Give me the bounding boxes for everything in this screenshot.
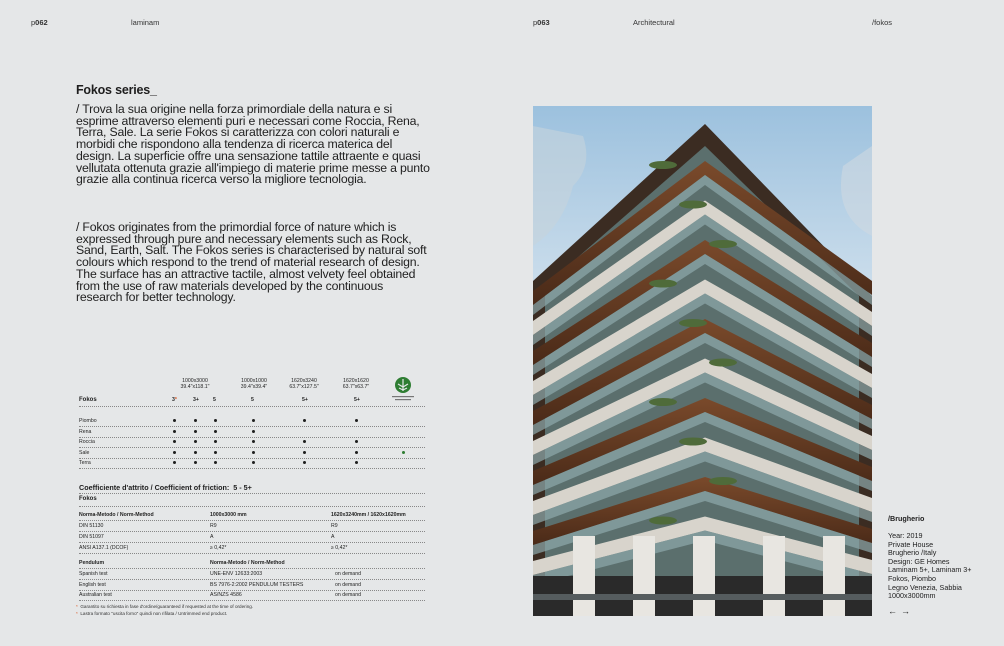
- divider: [79, 437, 425, 438]
- planter-greenery: [649, 398, 677, 406]
- pendulum-cell: Spanish test: [79, 571, 108, 577]
- friction-cell: DIN 51130: [79, 523, 104, 529]
- friction-cell: DIN 51097: [79, 534, 104, 540]
- availability-dot: [252, 419, 255, 422]
- pendulum-cell: on demand: [335, 592, 361, 598]
- divider: [79, 531, 425, 532]
- availability-dot: [214, 451, 217, 454]
- friction-cell: ANSI A137.1 (DCOF): [79, 545, 129, 551]
- availability-dot: [303, 451, 306, 454]
- divider: [79, 493, 425, 494]
- planter-greenery: [709, 477, 737, 485]
- table-row-label: Roccia: [79, 439, 95, 445]
- availability-dot: [173, 440, 176, 443]
- availability-dot: [194, 461, 197, 464]
- availability-dot: [355, 451, 358, 454]
- pendulum-cell: BS 7976-2:2002 PENDULUM TESTERS: [210, 581, 304, 588]
- paragraph-english: / Fokos originates from the primordial force of nature which is expressed through pure and necessary elements such as Rock, Sand, Earth, Salt. The Fokos series is characterised by natural soft colours which respond to the trend of material research of design. The surface has an attractive tactile, almost velvety feel obtained from the use of raw materials developed by the continuous research for better technology.: [76, 220, 427, 305]
- table-row-label: Piombo: [79, 418, 97, 424]
- thickness-label: 5+: [302, 397, 308, 403]
- planter-greenery: [679, 201, 707, 209]
- availability-dot: [214, 419, 217, 422]
- availability-dot: [355, 461, 358, 464]
- availability-dot: [252, 461, 255, 464]
- pendulum-cell: UNE-ENV 12633:2003: [210, 571, 263, 577]
- pendulum-col-header: Norma-Metodo / Norm-Method: [210, 560, 285, 566]
- footnote: * Lastra formato "uscita forno" quindi non rifilata / Untrimmed end product.: [76, 611, 228, 616]
- caption-line: Brugherio /Italy: [888, 548, 937, 558]
- thickness-label: 5: [213, 397, 216, 403]
- planter-greenery: [649, 161, 677, 169]
- pendulum-cell: Australian test: [79, 592, 112, 598]
- building-photo: [533, 106, 872, 616]
- divider: [79, 506, 425, 507]
- availability-dot: [402, 451, 405, 454]
- left-page-number: p062: [31, 18, 48, 27]
- caption-line: Fokos, Piombo: [888, 573, 936, 583]
- caption-line: 1000x3000mm: [888, 591, 936, 601]
- thickness-label: 5: [251, 397, 254, 403]
- friction-title: Coefficiente d'attrito / Coefficient of friction: 5 - 5+: [79, 483, 252, 492]
- right-page-number: p063: [533, 18, 550, 27]
- table-series-label: Fokos: [79, 397, 97, 403]
- size-header: 1000x1000 39.4"x39.4": [240, 378, 268, 390]
- caption-line: Laminam 5+, Laminam 3+: [888, 565, 972, 575]
- friction-col-header: 1620x3240mm / 1620x1620mm: [331, 512, 406, 518]
- availability-dot: [214, 461, 217, 464]
- divider: [79, 590, 425, 591]
- planter-greenery: [709, 359, 737, 367]
- availability-dot: [194, 419, 197, 422]
- availability-dot: [194, 451, 197, 454]
- friction-series: Fokos: [79, 496, 97, 502]
- size-header: 1000x3000 39.4"x118.1": [180, 378, 210, 390]
- planter-greenery: [649, 280, 677, 288]
- size-header: 1620x1620 63.7"x63.7": [342, 378, 370, 390]
- friction-col-header: 1000x3000 mm: [210, 512, 247, 518]
- paragraph-italian: / Trova la sua origine nella forza primordiale della natura e si esprime attraverso elementi puri e necessari come Roccia, Rena, Terra, Sale. La serie Fokos si caratterizza con colori naturali e morbidi che rispondono alla tendenza di ricerca materica del design. La superficie offre una sensazione tattile attraente e quasi vellutata ottenuta grazie all'impiego di materie prime messe a punto grazie alla continua ricerca verso la migliore tecnologia.: [76, 102, 430, 187]
- friction-cell: R9: [210, 523, 217, 529]
- right-section: Architectural: [633, 18, 675, 27]
- thickness-label: 3+: [193, 397, 199, 403]
- pendulum-col-header: Pendulum: [79, 560, 105, 566]
- left-brand: laminam: [131, 18, 160, 27]
- divider: [79, 447, 425, 448]
- right-tag: /fokos: [872, 18, 893, 27]
- divider: [79, 468, 425, 469]
- availability-dot: [173, 451, 176, 454]
- page-nav: [888, 606, 914, 616]
- divider: [79, 579, 425, 580]
- caption-line: Design: GE Homes: [888, 556, 950, 566]
- friction-cell: ≥ 0,42*: [210, 545, 227, 551]
- availability-dot: [194, 440, 197, 443]
- friction-col-header: Norma-Metodo / Norm-Method: [79, 512, 154, 518]
- availability-dot: [173, 419, 176, 422]
- caption-line: Legno Venezia, Sabbia: [888, 582, 962, 592]
- divider: [79, 568, 425, 569]
- availability-dot: [194, 430, 197, 433]
- availability-dot: [355, 419, 358, 422]
- prev-arrow-icon[interactable]: ←: [888, 606, 901, 616]
- planter-greenery: [679, 438, 707, 446]
- divider: [79, 458, 425, 459]
- divider: [79, 426, 425, 427]
- divider: [79, 600, 425, 601]
- size-header: 1620x3240 63.7"x127.5": [289, 378, 319, 390]
- thickness-label: 3*: [172, 397, 177, 403]
- friction-cell: A: [210, 534, 214, 540]
- planter-greenery: [649, 517, 677, 525]
- table-row-label: Terra: [79, 460, 91, 466]
- availability-dot: [214, 440, 217, 443]
- pendulum-cell: English test: [79, 581, 106, 588]
- availability-dot: [173, 461, 176, 464]
- friction-cell: A: [331, 534, 335, 540]
- seal-icon: [388, 375, 418, 403]
- divider: [79, 542, 425, 543]
- table-row-label: Rena: [79, 428, 92, 435]
- thickness-label: 5+: [354, 397, 360, 403]
- availability-dot: [214, 430, 217, 433]
- friction-cell: R9: [331, 523, 338, 529]
- sustainability-seal: [388, 375, 418, 403]
- availability-dot: [303, 419, 306, 422]
- planter-greenery: [679, 319, 707, 327]
- caption-line: Private House: [888, 539, 934, 549]
- caption-title: /Brugherio: [888, 514, 925, 523]
- next-arrow-icon[interactable]: →: [901, 606, 914, 616]
- table-row-label: Sale: [79, 449, 90, 456]
- availability-dot: [252, 440, 255, 443]
- planter-greenery: [709, 240, 737, 248]
- caption-details: [888, 532, 972, 601]
- availability-dot: [355, 440, 358, 443]
- friction-cell: ≥ 0,42*: [331, 545, 348, 551]
- availability-dot: [252, 430, 255, 433]
- divider: [79, 553, 425, 554]
- availability-dot: [303, 461, 306, 464]
- availability-dot: [252, 451, 255, 454]
- pendulum-cell: AS/NZS 4586: [210, 592, 242, 598]
- divider: [79, 520, 425, 521]
- availability-dot: [173, 430, 176, 433]
- caption-line: Year: 2019: [888, 531, 923, 540]
- footnote: * Garantito su richiesta in fase d'ordine/guaranteed if requested at the time of ordering.: [76, 604, 254, 609]
- availability-dot: [303, 440, 306, 443]
- pendulum-cell: on demand: [335, 571, 361, 577]
- pendulum-cell: on demand: [335, 581, 361, 588]
- page-title: Fokos series_: [76, 83, 157, 97]
- divider: [79, 406, 425, 407]
